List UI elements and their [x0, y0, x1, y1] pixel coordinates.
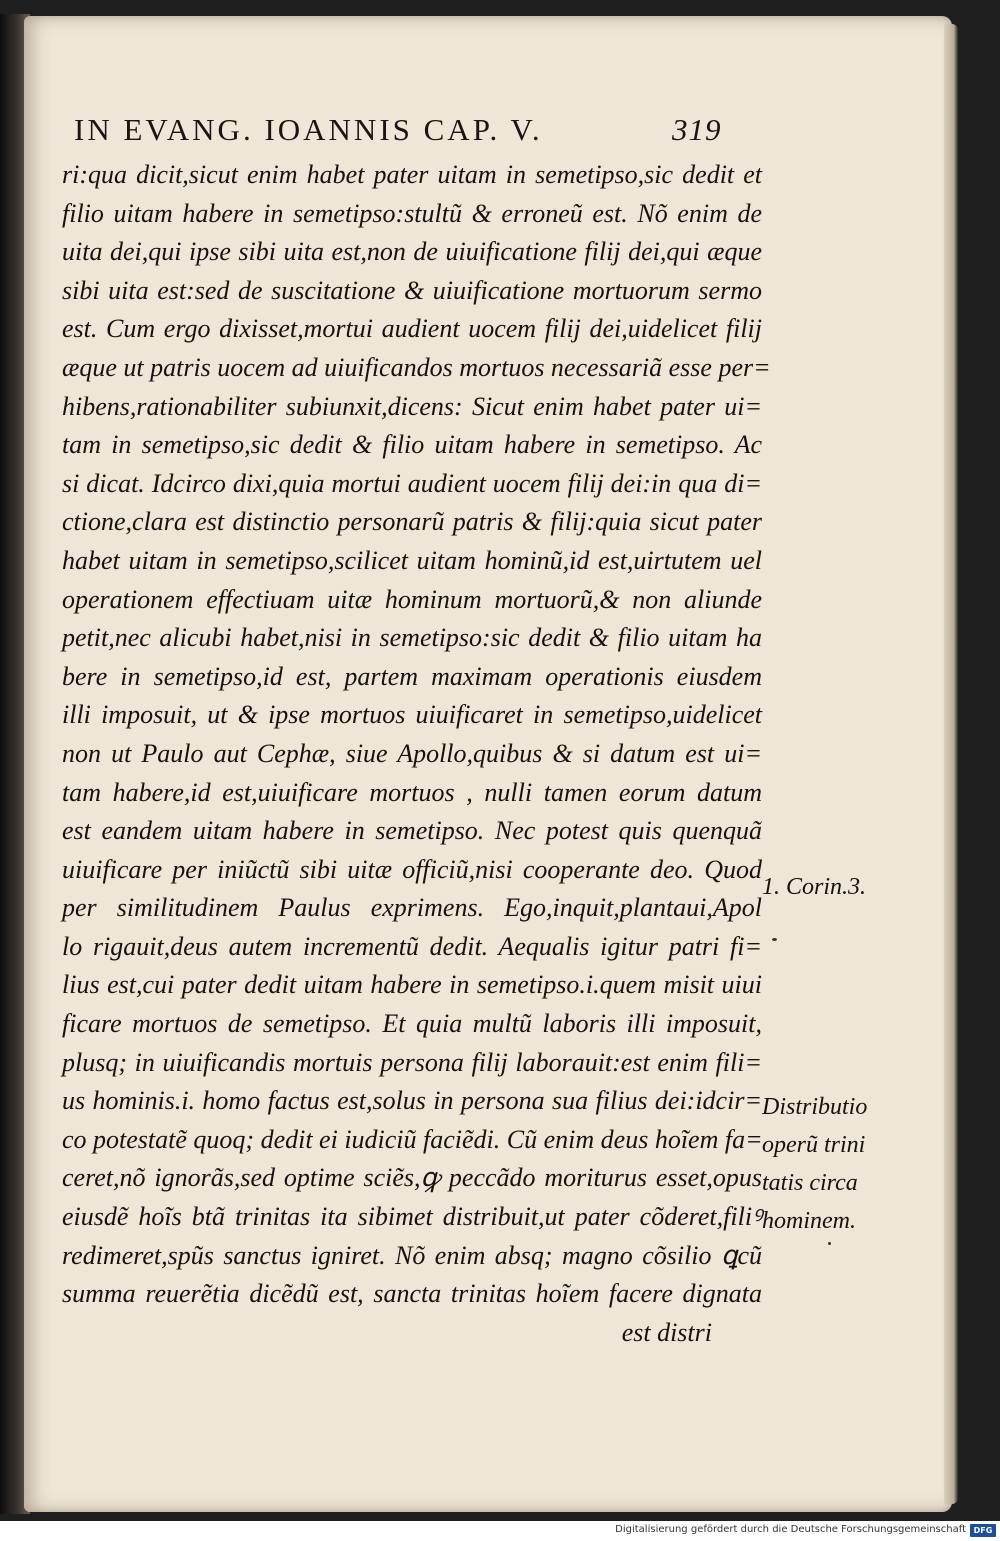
marginal-note-line: operũ trini: [762, 1132, 866, 1158]
body-text-block: [62, 156, 771, 1352]
text-line: plusq; in uiuificandis mortuis persona filij laborauit:est enim fili=: [62, 1047, 762, 1077]
text-line: non ut Paulo aut Cephæ, siue Apollo,quibus & si datum est ui=: [62, 738, 762, 768]
text-line: lo rigauit,deus autem incrementũ dedit. Aequalis igitur patri fi=: [62, 931, 762, 961]
text-line: co potestatẽ quoq; dedit ei iudiciũ faciẽdi. Cũ enim deus hoĩem fa=: [62, 1124, 763, 1154]
text-line: est. Cum ergo dixisset,mortui audient uocem filij dei,uidelicet filij: [62, 314, 762, 344]
text-line: tam in semetipso,sic dedit & filio uitam habere in semetipso. Ac: [62, 430, 762, 460]
text-line: si dicat. Idcirco dixi,quia mortui audient uocem filij dei:in qua di=: [62, 468, 762, 498]
paper-speck: [828, 1242, 831, 1245]
page-edge: [944, 24, 958, 1504]
text-line: est eandem uitam habere in semetipso. Nec potest quis quenquã: [62, 816, 762, 846]
text-line: lius est,cui pater dedit uitam habere in semetipso.i.quem misit uiui: [62, 970, 762, 1000]
text-line: uiuificare per iniũctũ sibi uitæ officiũ,nisi cooperante deo. Quod: [62, 854, 762, 884]
text-line: per similitudinem Paulus exprimens. Ego,inquit,plantaui,Apol: [62, 893, 762, 923]
text-line: petit,nec alicubi habet,nisi in semetipso:sic dedit & filio uitam ha: [62, 623, 762, 653]
footer-credit: Digitalisierung gefördert durch die Deutsche Forschungsgemeinschaft: [615, 1524, 966, 1535]
text-line: tam habere,id est,uiuificare mortuos , nulli tamen eorum datum: [62, 777, 762, 807]
text-line: uita dei,qui ipse sibi uita est,non de uiuificatione filij dei,qui æque: [62, 237, 762, 267]
dfg-logo: DFG: [970, 1524, 996, 1537]
text-line: æque ut patris uocem ad uiuificandos mortuos necessariã esse per=: [62, 352, 771, 382]
text-line: ctione,clara est distinctio personarũ patris & filij:quia sicut pater: [62, 507, 762, 537]
marginal-reference: 1. Corin.3.: [762, 874, 867, 900]
text-line: ficare mortuos de semetipso. Et quia multũ laboris illi imposuit,: [62, 1009, 762, 1039]
marginal-note-line: hominem.: [762, 1208, 856, 1234]
running-head-title: IN EVANG. IOANNIS CAP. V.: [74, 112, 543, 147]
text-line: filio uitam habere in semetipso:stultũ & erroneũ est. Nõ enim de: [62, 198, 762, 228]
text-line: summa reuerẽtia dicẽdũ est, sancta trinitas hoĩem facere dignata: [62, 1279, 762, 1309]
text-line: hibens,rationabiliter subiunxit,dicens: Sicut enim habet pater ui=: [62, 391, 762, 421]
folio-number: 319: [672, 112, 722, 147]
text-line: redimeret,spũs sanctus igniret. Nõ enim absq; magno cõsilio ꝗcũ: [62, 1240, 762, 1270]
text-line: eiusdẽ hoĩs btã trinitas ita sibimet distribuit,ut pater cõderet,filiꝰ: [62, 1202, 762, 1232]
paper-speck: [772, 938, 777, 941]
text-line: ceret,nõ ignorãs,sed optime sciẽs,ꝙ peccãdo moriturus esset,opus: [62, 1163, 762, 1193]
text-line: operationem effectiuam uitæ hominum mortuorũ,& non aliunde: [62, 584, 762, 614]
marginal-note-line: tatis circa: [762, 1170, 858, 1196]
text-line: bere in semetipso,id est, partem maximam operationis eiusdem: [62, 661, 762, 691]
running-head: [74, 112, 774, 152]
footer-bar: [0, 1521, 1000, 1541]
text-line: illi imposuit, ut & ipse mortuos uiuificaret in semetipso,uidelicet: [62, 700, 762, 730]
text-line: ri:qua dicit,sicut enim habet pater uitam in semetipso,sic dedit et: [62, 160, 762, 189]
text-line: habet uitam in semetipso,scilicet uitam hominũ,id est,uirtutem uel: [62, 545, 762, 575]
text-line: sibi uita est:sed de suscitatione & uiuificatione mortuorum sermo: [62, 275, 762, 305]
marginal-note: [762, 1088, 867, 1240]
text-line: us hominis.i. homo factus est,solus in persona sua filius dei:idcir=: [62, 1086, 762, 1116]
marginal-note-line: Distributio: [762, 1094, 868, 1120]
catchword-line: est distri: [621, 1317, 712, 1347]
